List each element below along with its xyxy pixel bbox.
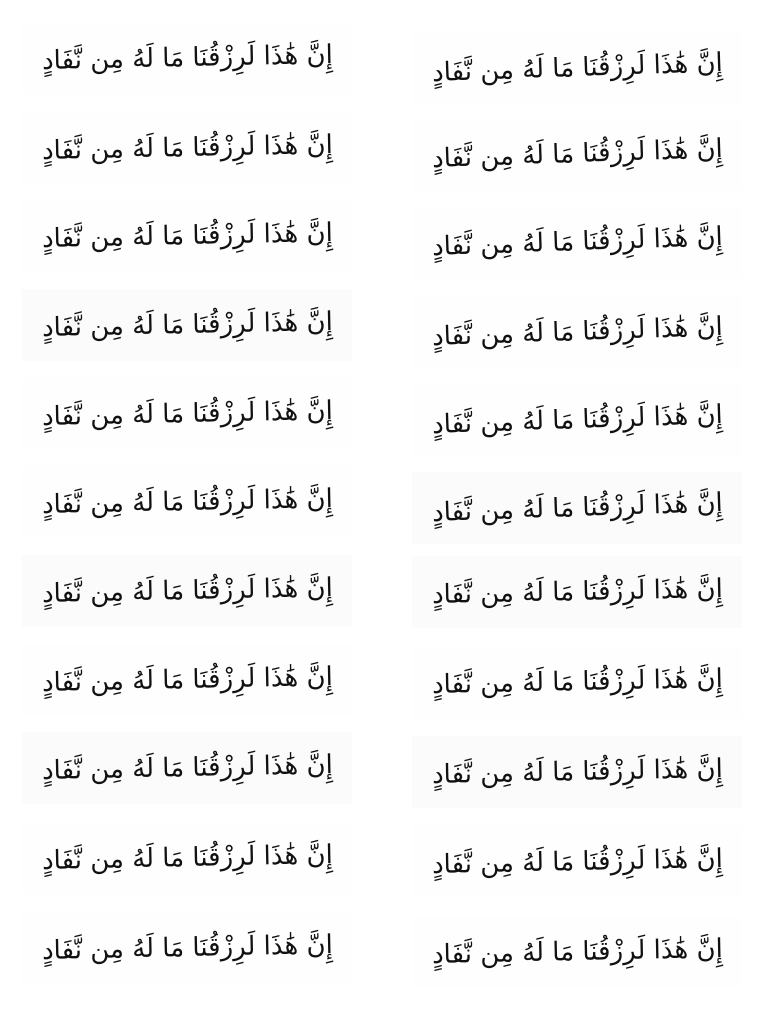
verse-line: إِنَّ هَٰذَا لَرِزْقُنَا مَا لَهُ مِن نَّفَادٍ bbox=[431, 573, 723, 611]
verse-line: إِنَّ هَٰذَا لَرِزْقُنَا مَا لَهُ مِن نَّفَادٍ bbox=[431, 311, 723, 353]
verse-line: إِنَّ هَٰذَا لَرِزْقُنَا مَا لَهُ مِن نَّفَادٍ bbox=[41, 306, 333, 344]
verse-strip-right-4 bbox=[412, 296, 742, 368]
verse-line: إِنَّ هَٰذَا لَرِزْقُنَا مَا لَهُ مِن نَّفَادٍ bbox=[41, 395, 333, 433]
verse-line: إِنَّ هَٰذَا لَرِزْقُنَا مَا لَهُ مِن نَّفَادٍ bbox=[431, 487, 723, 529]
verse-strip-left-6 bbox=[22, 466, 352, 538]
verse-line: إِنَّ هَٰذَا لَرِزْقُنَا مَا لَهُ مِن نَّفَادٍ bbox=[41, 929, 333, 967]
verse-strip-right-2 bbox=[412, 118, 742, 190]
verse-line: إِنَّ هَٰذَا لَرِزْقُنَا مَا لَهُ مِن نَّفَادٍ bbox=[41, 483, 333, 521]
verse-strip-left-8 bbox=[22, 644, 352, 716]
verse-strip-left-1 bbox=[22, 22, 352, 94]
verse-strip-left-11 bbox=[22, 912, 352, 984]
verse-strip-right-6 bbox=[412, 472, 742, 544]
verse-line: إِنَّ هَٰذَا لَرِزْقُنَا مَا لَهُ مِن نَّفَادٍ bbox=[41, 572, 333, 610]
verse-strip-left-3 bbox=[22, 200, 352, 272]
verse-line: إِنَّ هَٰذَا لَرِزْقُنَا مَا لَهُ مِن نَّفَادٍ bbox=[431, 753, 723, 791]
verse-strip-left-10 bbox=[22, 822, 352, 894]
verse-line: إِنَّ هَٰذَا لَرِزْقُنَا مَا لَهُ مِن نَّفَادٍ bbox=[431, 933, 723, 971]
verse-line: إِنَّ هَٰذَا لَرِزْقُنَا مَا لَهُ مِن نَّفَادٍ bbox=[41, 129, 333, 167]
verse-line: إِنَّ هَٰذَا لَرِزْقُنَا مَا لَهُ مِن نَّفَادٍ bbox=[431, 133, 723, 175]
verse-line: إِنَّ هَٰذَا لَرِزْقُنَا مَا لَهُ مِن نَّفَادٍ bbox=[431, 663, 723, 701]
verse-line: إِنَّ هَٰذَا لَرِزْقُنَا مَا لَهُ مِن نَّفَادٍ bbox=[431, 399, 723, 441]
verse-line: إِنَّ هَٰذَا لَرِزْقُنَا مَا لَهُ مِن نَّفَادٍ bbox=[41, 749, 333, 787]
verse-line: إِنَّ هَٰذَا لَرِزْقُنَا مَا لَهُ مِن نَّفَادٍ bbox=[41, 661, 333, 699]
verse-strip-left-7 bbox=[22, 555, 352, 627]
verse-line: إِنَّ هَٰذَا لَرِزْقُنَا مَا لَهُ مِن نَّفَادٍ bbox=[41, 839, 333, 877]
verse-line: إِنَّ هَٰذَا لَرِزْقُنَا مَا لَهُ مِن نَّفَادٍ bbox=[41, 39, 333, 77]
verse-strip-right-10 bbox=[412, 826, 742, 898]
verse-strip-right-1 bbox=[412, 32, 742, 104]
verse-line: إِنَّ هَٰذَا لَرِزْقُنَا مَا لَهُ مِن نَّفَادٍ bbox=[431, 47, 723, 89]
verse-strip-left-9 bbox=[22, 732, 352, 804]
verse-strip-left-4 bbox=[22, 289, 352, 361]
verse-strip-right-3 bbox=[412, 206, 742, 278]
verse-strip-right-5 bbox=[412, 384, 742, 456]
verse-strip-right-11 bbox=[412, 916, 742, 988]
verse-strip-left-2 bbox=[22, 112, 352, 184]
verse-strip-left-5 bbox=[22, 378, 352, 450]
verse-strip-right-7 bbox=[412, 556, 742, 628]
verse-line: إِنَّ هَٰذَا لَرِزْقُنَا مَا لَهُ مِن نَّفَادٍ bbox=[431, 221, 723, 263]
verse-line: إِنَّ هَٰذَا لَرِزْقُنَا مَا لَهُ مِن نَّفَادٍ bbox=[41, 217, 333, 255]
verse-strip-right-8 bbox=[412, 646, 742, 718]
verse-line: إِنَّ هَٰذَا لَرِزْقُنَا مَا لَهُ مِن نَّفَادٍ bbox=[431, 843, 723, 881]
verse-strip-right-9 bbox=[412, 736, 742, 808]
